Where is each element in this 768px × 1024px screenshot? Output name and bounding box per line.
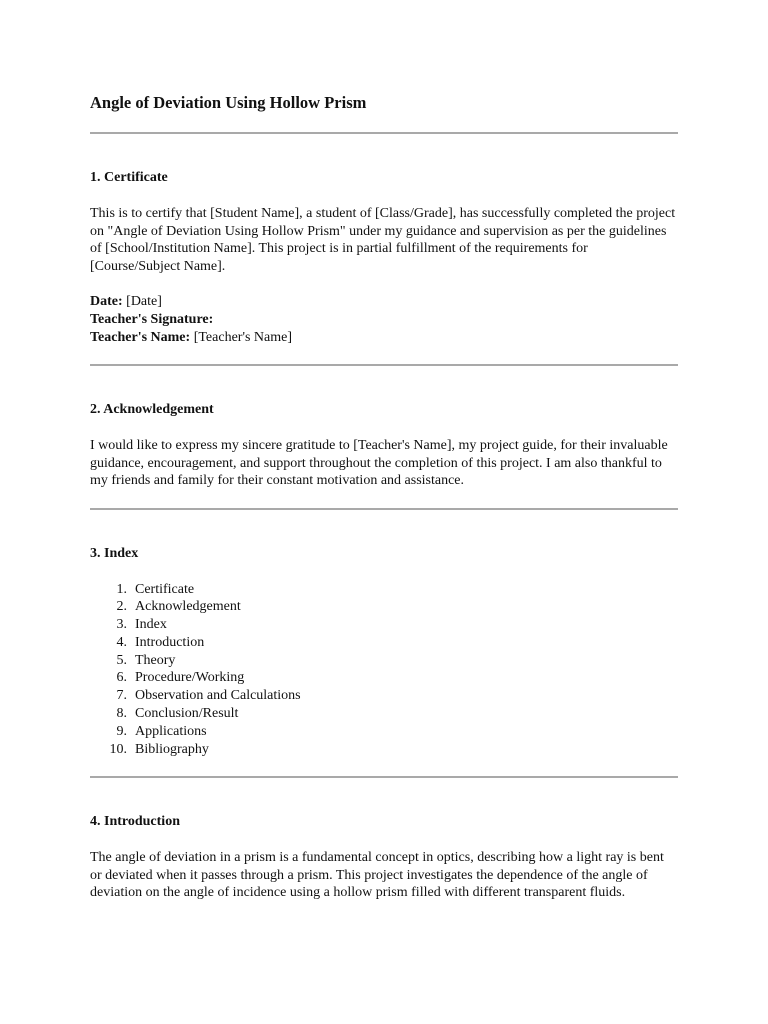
certificate-body: This is to certify that [Student Name], a student of [Class/Grade], has successfully completed the project on "Angle of Deviation Using Hollow Prism" under my guidance and supervision as per the guidelines of [School/Institution Name]. This project is in partial fulfillment of the requirements for [Course/Subject Name].	[90, 206, 676, 274]
index-number: 7.	[116, 688, 127, 704]
signature-label: Teacher's Signature:	[90, 312, 214, 327]
index-item	[90, 581, 678, 599]
index-number: 6.	[116, 670, 127, 686]
index-item	[90, 598, 678, 616]
introduction-body: The angle of deviation in a prism is a fundamental concept in optics, describing how a light ray is bent or deviated when it passes through a prism. This project investigates the dependence of the angle of deviation on the angle of incidence using a hollow prism filled with different transparent fluids.	[90, 850, 664, 901]
index-item	[90, 741, 678, 759]
index-number: 10.	[109, 741, 127, 757]
certificate-heading: 1. Certificate	[90, 170, 168, 185]
index-item	[90, 723, 678, 741]
teacher-name-label: Teacher's Name:	[90, 330, 191, 345]
acknowledgement-body: I would like to express my sincere gratitude to [Teacher's Name], my project guide, for their invaluable guidance, encouragement, and support throughout the completion of this project. I am also thankful to my friends and family for their constant motivation and assistance.	[90, 438, 668, 488]
certificate-teacher-name	[90, 329, 678, 347]
index-item	[90, 652, 678, 670]
index-item	[90, 705, 678, 723]
index-number: 3.	[116, 617, 127, 633]
index-list	[90, 581, 678, 759]
index-label: Bibliography	[135, 741, 209, 757]
certificate-signature	[90, 311, 678, 329]
index-label: Acknowledgement	[135, 599, 241, 615]
introduction-heading: 4. Introduction	[90, 814, 180, 830]
document-title: Angle of Deviation Using Hollow Prism	[90, 93, 367, 112]
divider	[90, 364, 678, 366]
index-label: Introduction	[135, 634, 205, 650]
date-value: [Date]	[122, 294, 162, 309]
index-item	[90, 616, 678, 634]
index-number: 9.	[116, 723, 127, 739]
certificate-date	[90, 293, 678, 311]
index-number: 2.	[116, 599, 127, 615]
index-label: Applications	[135, 723, 207, 739]
index-item	[90, 687, 678, 705]
index-label: Conclusion/Result	[135, 706, 239, 722]
divider	[90, 776, 678, 778]
teacher-name-value: [Teacher's Name]	[190, 330, 293, 345]
index-label: Theory	[135, 652, 176, 668]
index-label: Procedure/Working	[135, 670, 245, 686]
index-number: 4.	[116, 634, 127, 650]
index-heading: 3. Index	[90, 545, 139, 561]
index-item	[90, 669, 678, 687]
index-label: Index	[135, 617, 167, 633]
divider	[90, 508, 678, 510]
index-item	[90, 634, 678, 652]
index-number: 8.	[116, 706, 127, 722]
acknowledgement-heading: 2. Acknowledgement	[90, 402, 214, 417]
divider	[90, 132, 678, 134]
index-label: Observation and Calculations	[135, 688, 301, 704]
index-number: 5.	[116, 652, 127, 668]
date-label: Date:	[90, 294, 123, 309]
index-label: Certificate	[135, 581, 195, 597]
index-number: 1.	[116, 581, 127, 597]
